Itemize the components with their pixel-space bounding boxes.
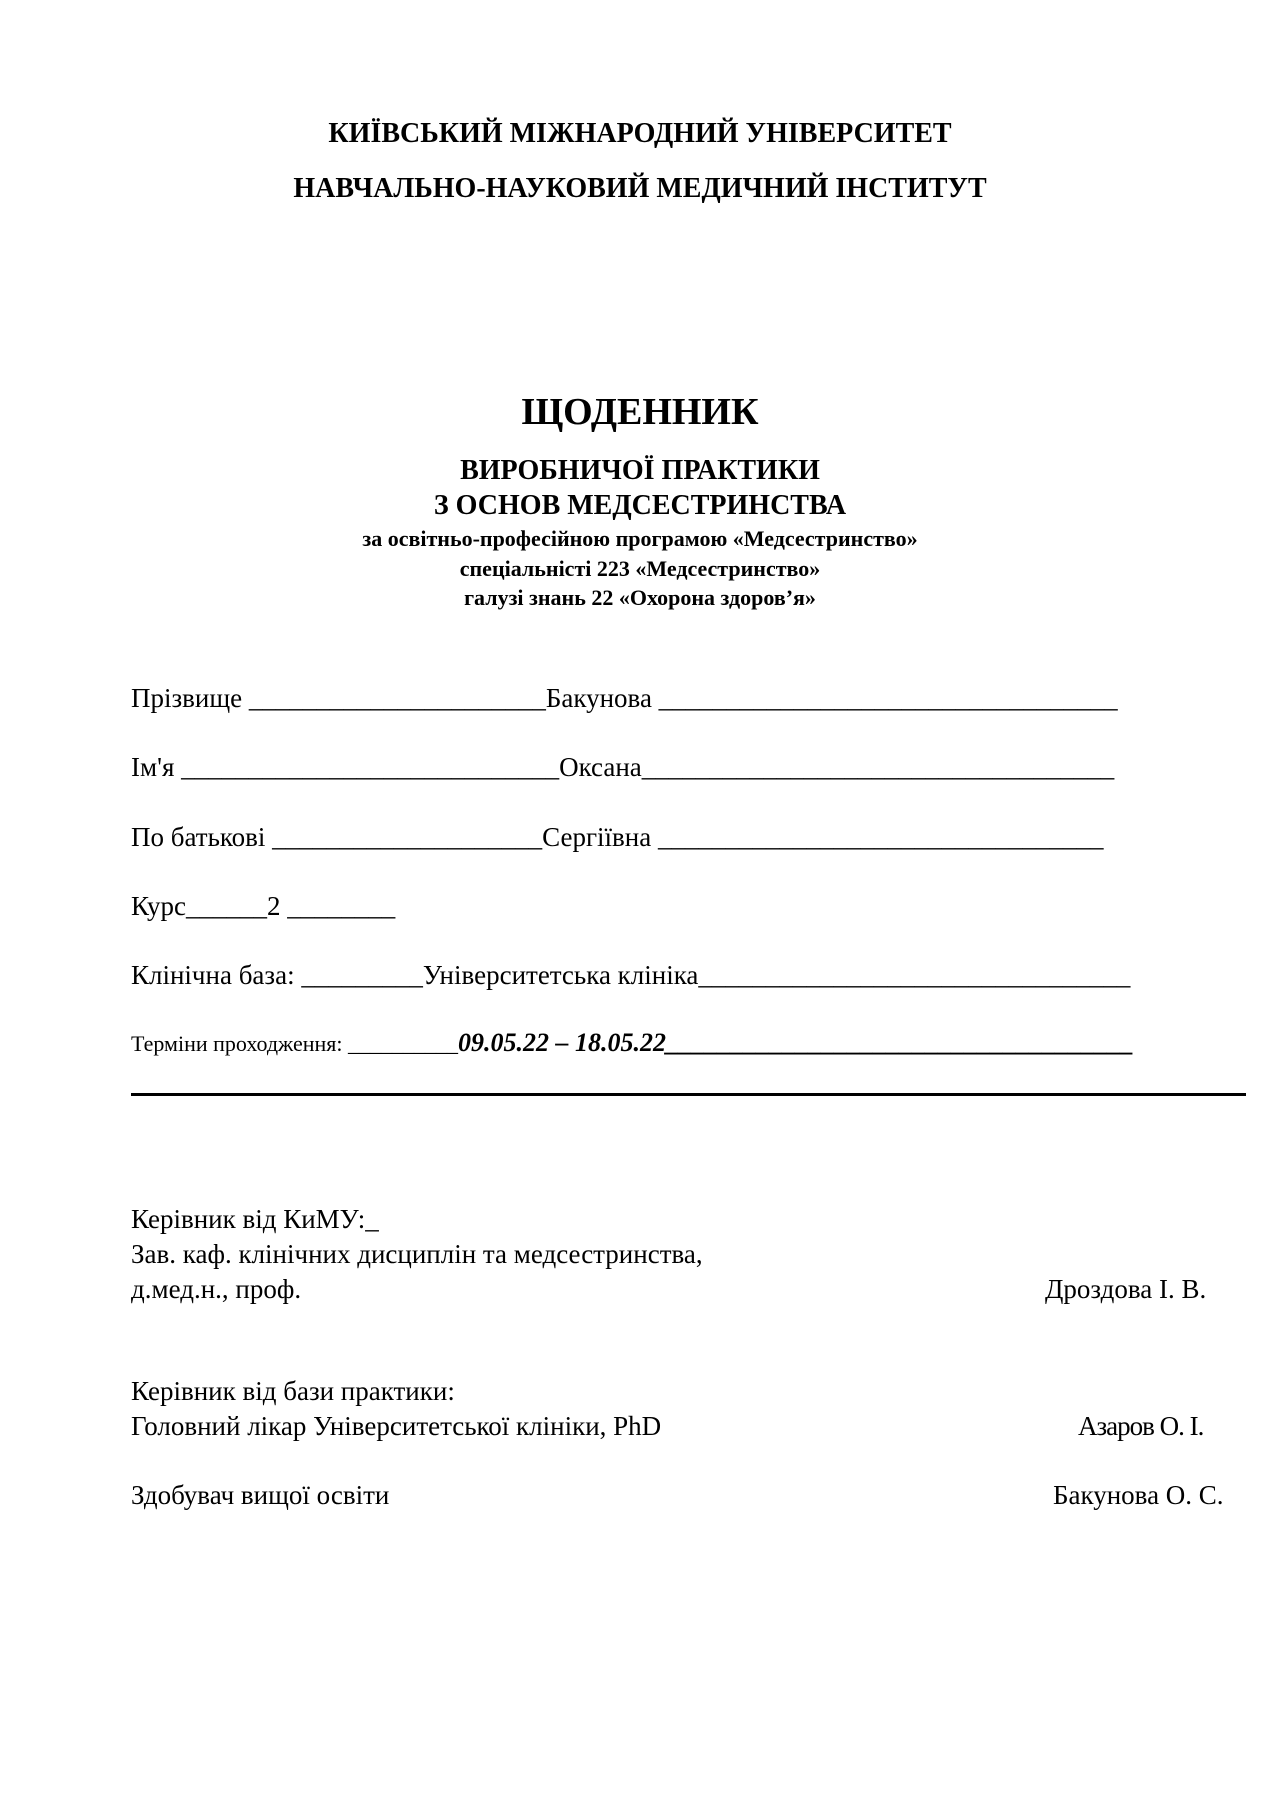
institute-heading: НАВЧАЛЬНО-НАУКОВИЙ МЕДИЧНИЙ ІНСТИТУТ — [293, 173, 987, 204]
kimu-supervisor-name: Дроздова І. В. — [1045, 1274, 1207, 1304]
patronymic-field: По батькові ____________________Сергіївна _________________________________ — [131, 822, 1104, 852]
student-label: Здобувач вищої освіти — [131, 1480, 390, 1510]
practice-type: ВИРОБНИЧОЇ ПРАКТИКИ — [460, 455, 820, 486]
course-field: Курс______2 ________ — [131, 891, 396, 921]
document-title: ЩОДЕННИК — [521, 391, 759, 433]
specialty-line: спеціальністі 223 «Медсестринство» — [459, 556, 821, 581]
university-heading: КИЇВСЬКИЙ МІЖНАРОДНИЙ УНІВЕРСИТЕТ — [328, 118, 952, 149]
terms-label: Терміни проходження: __________ — [131, 1031, 459, 1056]
terms-field — [131, 1028, 1134, 1058]
clinic-field: Клінічна база: _________Університетська клініка________________________________ — [131, 960, 1131, 990]
surname-field: Прізвище ______________________Бакунова __________________________________ — [131, 683, 1118, 713]
field-of-knowledge-line: галузі знань 22 «Охорона здоров’я» — [464, 585, 816, 610]
name-field: Ім'я ____________________________Оксана___________________________________ — [131, 752, 1115, 782]
horizontal-divider — [131, 1093, 1246, 1096]
program-line: за освітньо-професійною програмою «Медсестринство» — [362, 526, 918, 551]
terms-value: 09.05.22 – 18.05.22____________________________________ — [458, 1028, 1135, 1057]
student-name: Бакунова О. С. — [1053, 1480, 1224, 1510]
base-supervisor-label: Керівник від бази практики: — [131, 1376, 455, 1406]
base-supervisor-name: Азаров О. І. — [1078, 1411, 1204, 1441]
practice-subject: З ОСНОВ МЕДСЕСТРИНСТВА — [433, 490, 847, 521]
kimu-supervisor-degree: д.мед.н., проф. — [131, 1274, 302, 1304]
kimu-supervisor-position: Зав. каф. клінічних дисциплін та медсестринства, — [131, 1239, 703, 1269]
kimu-supervisor-label: Керівник від КиМУ:_ — [131, 1204, 379, 1234]
base-supervisor-position: Головний лікар Університетської клініки, PhD — [131, 1411, 662, 1441]
